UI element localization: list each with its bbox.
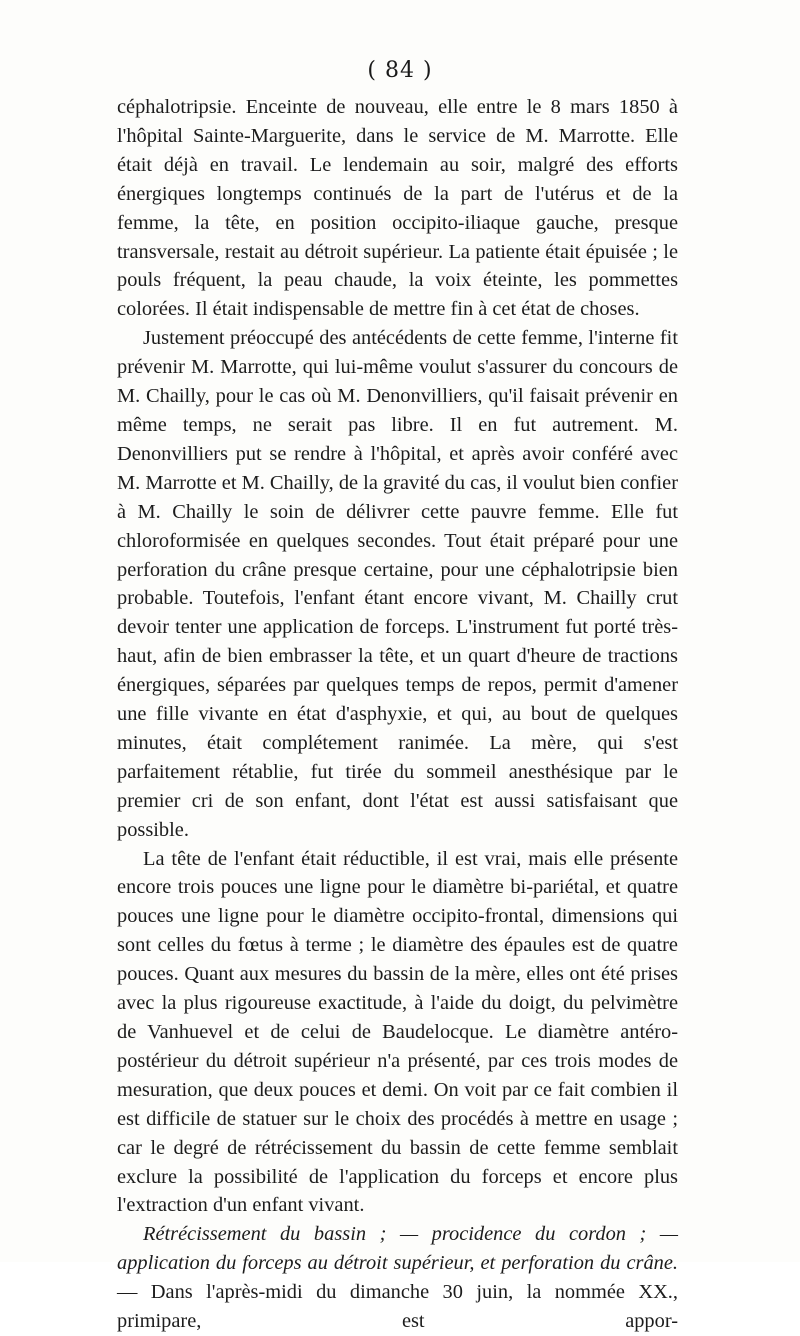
paragraph-2: Justement préoccupé des antécédents de cette femme, l'interne fit prévenir M. Marrotte, qui lui-même voulut s'assurer du concours de M. Chailly, pour le cas où M. Denonvilliers, qu'il faisait prévenir en même temps, ne serait pas libre. Il en fut autrement. M. Denonvilliers put se rendre à l'hôpital, et après avoir conféré avec M. Marrotte et M. Chailly, de la gravité du cas, il voulut bien confier à M. Chailly le soin de délivrer cette pauvre femme. Elle fut chloroformisée en quelques secondes. Tout était préparé pour une perforation du crâne presque certaine, pour une céphalotripsie bien probable. Toutefois, l'enfant étant encore vivant, M. Chailly crut devoir tenter une application de forceps. L'instrument fut porté très-haut, afin de bien embrasser la tête, et un quart d'heure de tractions énergiques, séparées par quelques temps de repos, permit d'amener une fille vivante en état d'asphyxie, et qui, au bout de quelques minutes, était complétement ranimée. La mère, qui s'est parfaitement rétablie, fut tirée du sommeil anesthésique par le premier cri de son enfant, dont l'état est aussi satisfaisant que possible. [117, 327, 678, 841]
section-heading-italic: Rétrécissement du bassin ; — procidence du cordon ; — application du forceps au détroit supérieur, et perforation du crâne. [117, 1223, 678, 1275]
paragraph-4 [117, 1220, 678, 1336]
paragraph-1: céphalotripsie. Enceinte de nouveau, elle entre le 8 mars 1850 à l'hôpital Sainte-Marguerite, dans le service de M. Marrotte. Elle était déjà en travail. Le lendemain au soir, malgré des efforts énergiques longtemps continués de la part de l'utérus et de la femme, la tête, en position occipito-iliaque gauche, presque transversale, restait au détroit supérieur. La patiente était épuisée ; le pouls fréquent, la peau chaude, la voix éteinte, les pommettes colorées. Il était indispensable de mettre fin à cet état de choses. [117, 96, 678, 321]
body-text [117, 93, 678, 1336]
page-number: ( 84 ) [367, 58, 433, 83]
paragraph-4-text: — Dans l'après-midi du dimanche 30 juin, la nommée XX., primipare, est appor- [117, 1281, 678, 1333]
paragraph-3: La tête de l'enfant était réductible, il est vrai, mais elle présente encore trois pouces une ligne pour le diamètre bi-pariétal, et quatre pouces une ligne pour le diamètre occipito-frontal, dimensions qui sont celles du fœtus à terme ; le diamètre des épaules est de quatre pouces. Quant aux mesures du bassin de la mère, elles ont été prises avec la plus rigoureuse exactitude, à l'aide du doigt, du pelvimètre de Vanhuevel et de celui de Baudelocque. Le diamètre antéro-postérieur du détroit supérieur n'a présenté, par ces trois modes de mesuration, que deux pouces et demi. On voit par ce fait combien il est difficile de statuer sur le choix des procédés à mettre en usage ; car le degré de rétrécissement du bassin de cette femme semblait exclure la possibilité de l'application du forceps et encore plus l'extraction d'un enfant vivant. [117, 847, 678, 1217]
